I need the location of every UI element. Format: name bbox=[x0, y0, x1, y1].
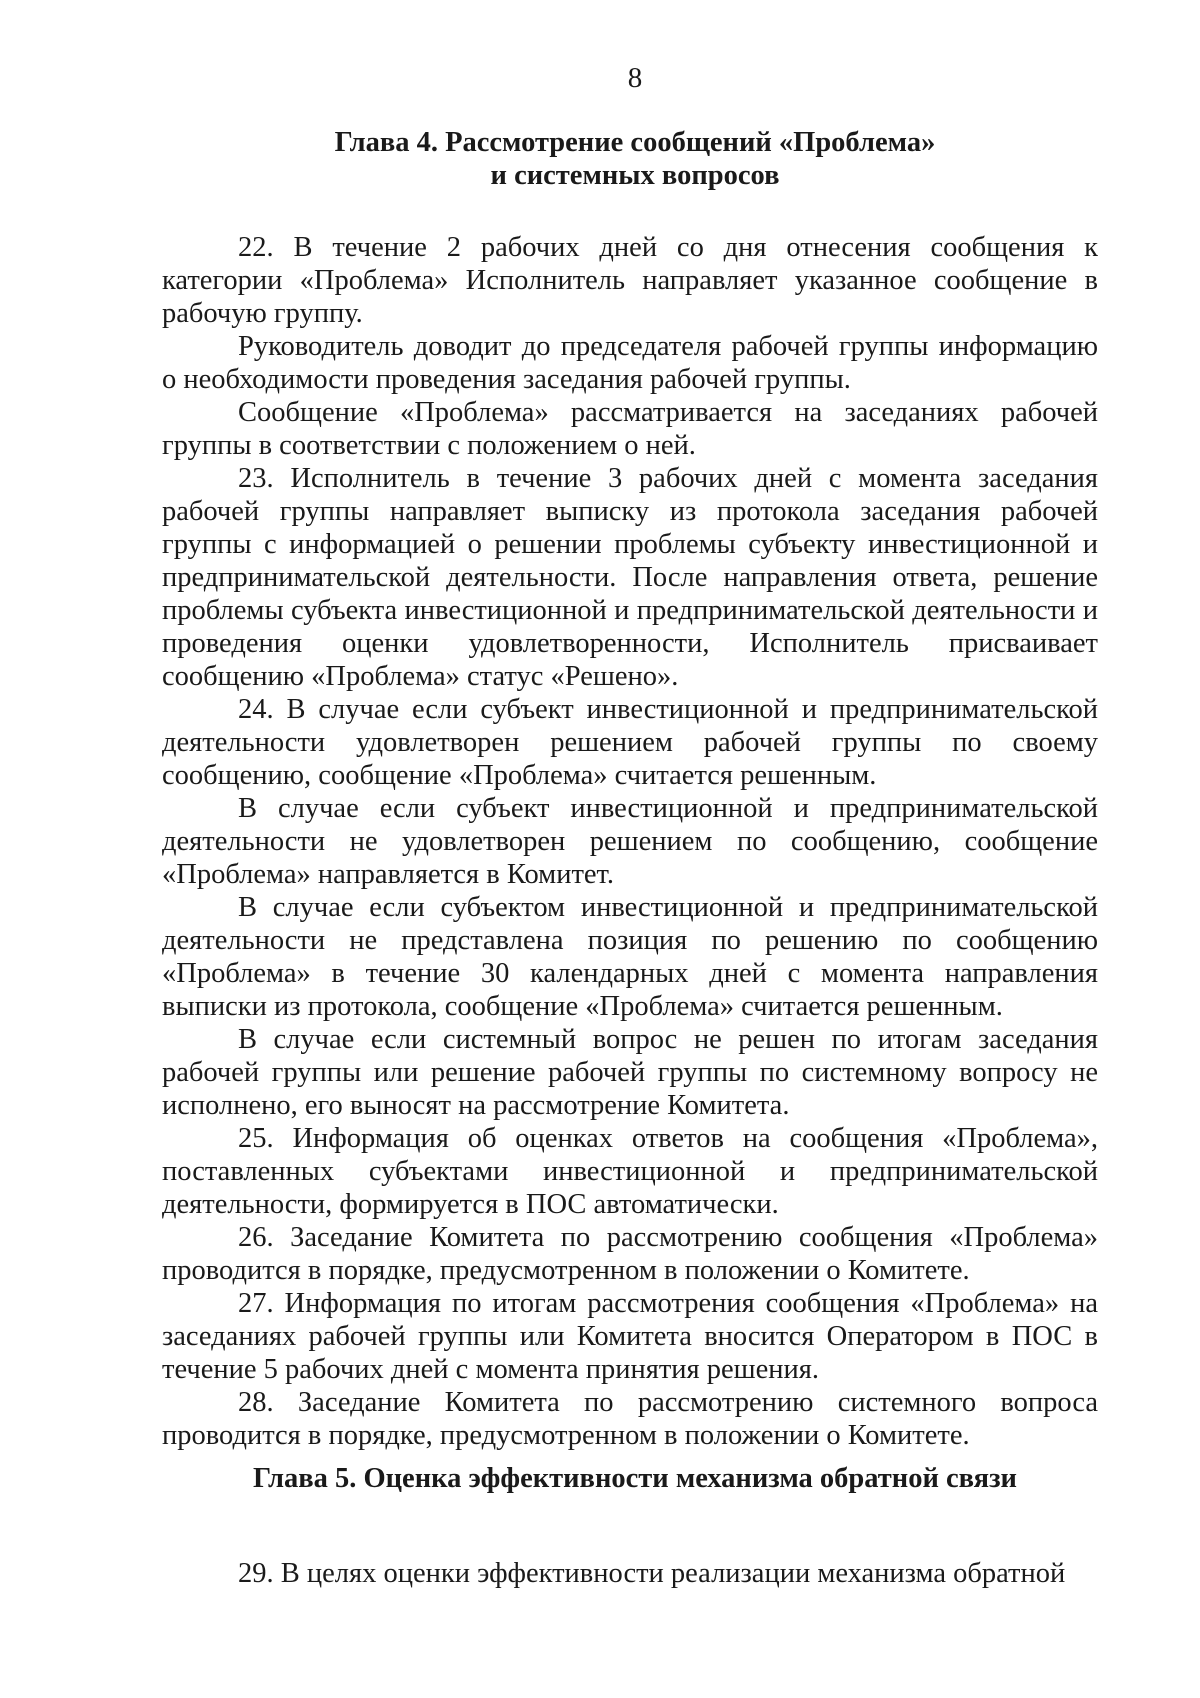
paragraph-25: 25. Информация об оценках ответов на сообщения «Проблема», поставленных субъектами инвестиционной и предпринимательской деятельности, формируется в ПОС автоматически. bbox=[162, 1123, 1098, 1220]
chapter-4-title-line-2: и системных вопросов bbox=[490, 160, 780, 191]
chapter-4-title-line-1: Глава 4. Рассмотрение сообщений «Проблема» bbox=[334, 127, 936, 158]
paragraph-22: 22. В течение 2 рабочих дней со дня отнесения сообщения к категории «Проблема» Исполнитель направляет указанное сообщение в рабочую группу. bbox=[162, 232, 1098, 329]
paragraph-24-not-satisfied: В случае если субъект инвестиционной и предпринимательской деятельности не удовлетворен решением по сообщению, сообщение «Проблема» направляется в Комитет. bbox=[162, 793, 1098, 890]
paragraph-24-no-position: В случае если субъектом инвестиционной и предпринимательской деятельности не представлена позиция по решению по сообщению «Проблема» в течение 30 календарных дней с момента направления выписки из протокола, сообщение «Проблема» считается решенным. bbox=[162, 892, 1098, 1022]
paragraph-26: 26. Заседание Комитета по рассмотрению сообщения «Проблема» проводится в порядке, предусмотренном в положении о Комитете. bbox=[162, 1222, 1098, 1286]
paragraph-22-meetings: Сообщение «Проблема» рассматривается на заседаниях рабочей группы в соответствии с положением о ней. bbox=[162, 397, 1098, 461]
chapter-4-title bbox=[0, 126, 1200, 192]
paragraph-24: 24. В случае если субъект инвестиционной и предпринимательской деятельности удовлетворен решением рабочей группы по своему сообщению, сообщение «Проблема» считается решенным. bbox=[162, 694, 1098, 791]
paragraph-29: 29. В целях оценки эффективности реализации механизма обратной bbox=[238, 1558, 1066, 1589]
chapter-5-body bbox=[162, 1557, 1098, 1590]
paragraph-28: 28. Заседание Комитета по рассмотрению системного вопроса проводится в порядке, предусмотренном в положении о Комитете. bbox=[162, 1387, 1098, 1451]
page-number: 8 bbox=[627, 62, 643, 94]
chapter-4-body bbox=[162, 231, 1098, 1452]
chapter-5-title: Глава 5. Оценка эффективности механизма обратной связи bbox=[253, 1463, 1017, 1494]
paragraph-22-chairman: Руководитель доводит до председателя рабочей группы информацию о необходимости проведения заседания рабочей группы. bbox=[162, 331, 1098, 395]
paragraph-27: 27. Информация по итогам рассмотрения сообщения «Проблема» на заседаниях рабочей группы или Комитета вносится Оператором в ПОС в течение 5 рабочих дней с момента принятия решения. bbox=[162, 1288, 1098, 1385]
paragraph-24-systemic: В случае если системный вопрос не решен по итогам заседания рабочей группы или решение рабочей группы по системному вопросу не исполнено, его выносят на рассмотрение Комитета. bbox=[162, 1024, 1098, 1121]
paragraph-23: 23. Исполнитель в течение 3 рабочих дней с момента заседания рабочей группы направляет выписку из протокола заседания рабочей группы с информацией о решении проблемы субъекту инвестиционной и предпринимательской деятельности. После направления ответа, решение проблемы субъекта инвестиционной и предпринимательской деятельности и проведения оценки удовлетворенности, Исполнитель присваивает сообщению «Проблема» статус «Решено». bbox=[162, 463, 1098, 692]
